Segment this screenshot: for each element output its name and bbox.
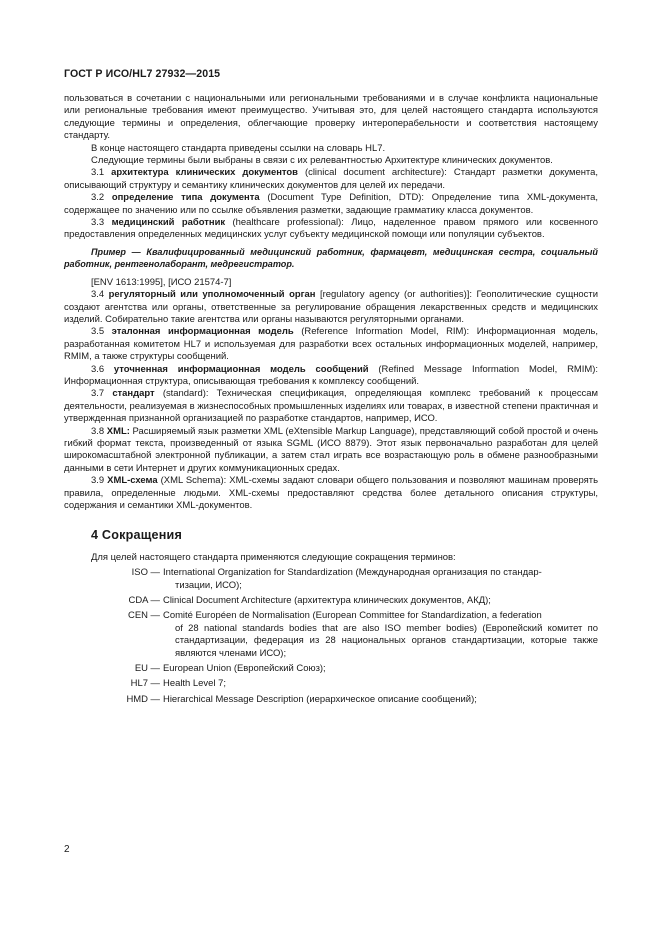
term-number: 3.3 xyxy=(91,217,105,229)
term-name: XML-схема xyxy=(107,475,158,487)
section-4-heading: 4 Сокращения xyxy=(91,528,183,543)
document-header: ГОСТ Р ИСО/HL7 27932—2015 xyxy=(64,68,221,80)
term-name: уточненная информационная модель сообщений xyxy=(113,363,369,375)
term-3-1 xyxy=(64,167,598,192)
abbreviation-definition: European Union (Европейский Союз); xyxy=(163,663,326,675)
abbreviation-key: ISO — xyxy=(131,567,160,579)
term-definition: [regulatory agency (or authorities)]: Геополитические сущности создают агентства или органы, ответственные за регулирование обращения лекарственных средств и медицинских изделий. Собирательно такие агентства или органы называются регуляторными органами. xyxy=(64,289,598,325)
term-name: медицинский работник xyxy=(111,217,226,229)
term-3-8 xyxy=(64,426,598,476)
abbreviation-definition: Comité Européen de Normalisation (European Committee for Standardization, a federation of 28 national standards bodies that are also ISO member bodies) (Европейский комитет по стандартизации, федерация из 28 национальных органов стандартизации, которые также являются членами ИСО); xyxy=(163,610,598,659)
term-3-4 xyxy=(64,289,598,326)
abbreviation-iso xyxy=(64,567,598,592)
term-example: Пример — Квалифицированный медицинский работник, фармацевт, медицинская сестра, социальный работник, рентгенолаборант, медрегистратор. xyxy=(64,246,598,270)
term-number: 3.1 xyxy=(91,167,105,179)
term-name: стандарт xyxy=(112,388,155,400)
term-number: 3.5 xyxy=(91,326,105,338)
term-definition: (clinical document architecture): Стандарт разметки документа, описывающий структуру и семантику клинических документов для целей их передачи. xyxy=(64,167,598,191)
abbreviation-key: EU — xyxy=(134,663,160,675)
term-3-9 xyxy=(64,475,598,512)
abbreviation-definition: Clinical Document Architecture (архитектура клинических документов, АКД); xyxy=(163,595,491,607)
term-number: 3.8 xyxy=(91,425,105,437)
term-number: 3.4 xyxy=(91,289,105,301)
term-3-6 xyxy=(64,364,598,389)
abbreviation-key: HMD — xyxy=(126,693,160,705)
term-number: 3.2 xyxy=(91,192,105,204)
document-body xyxy=(64,93,598,706)
term-reference: [ENV 1613:1995], [ИСО 21574-7] xyxy=(91,276,232,288)
intro-paragraph-2: В конце настоящего стандарта приведены ссылки на словарь HL7. xyxy=(91,142,386,154)
term-definition: (XML Schema): XML-схемы задают словари общего пользования и позволяют машинам проверять правила, определенные людьми. XML-схемы предоставляют средства более детального описания структуры, содержания и семантики XML-документов. xyxy=(64,475,599,511)
abbreviation-eu xyxy=(64,663,598,675)
term-3-2 xyxy=(64,192,598,217)
term-number: 3.7 xyxy=(91,388,105,400)
term-name: определение типа документа xyxy=(111,192,260,204)
intro-paragraph-1: пользоваться в сочетании с национальными или региональными требованиями и в случае конфликта национальные или региональные требования имеют преимущество. Учитывая это, для целей настоящего стандарта используются следующие термины и определения, облегчающие проверку интероперабельности и соответствия настоящему стандарту. xyxy=(64,93,598,142)
abbreviation-key: CEN — xyxy=(128,610,160,622)
abbreviation-key: CDA — xyxy=(128,595,160,607)
section-4-intro: Для целей настоящего стандарта применяются следующие сокращения терминов: xyxy=(91,551,456,563)
abbreviation-hmd xyxy=(64,694,598,706)
abbreviation-definition: Health Level 7; xyxy=(163,678,226,690)
term-3-5 xyxy=(64,326,598,363)
term-name: архитектура клинических документов xyxy=(111,167,298,179)
term-definition: Расширяемый язык разметки XML (eXtensible Markup Language), представляющий собой простой и очень гибкий формат текста, произведенный от языка SGML (ИСО 8879). Этот язык первоначально разработан для целей широкомасштабной электронной публикации, а затем стал играть все возрастающую роль в обмене разнообразными данными в сети Интернет и других коммуникационных средах. xyxy=(64,425,598,474)
term-definition: (Document Type Definition, DTD): Определение типа XML-документа, содержащее по значению или по ссылке объявления разметки, задающие грамматику класса документов. xyxy=(64,192,598,216)
abbreviation-hl7 xyxy=(64,678,598,690)
abbreviation-definition: International Organization for Standardization (Международная организация по стандар- тизации, ИСО); xyxy=(163,567,542,591)
abbreviation-key: HL7 — xyxy=(130,678,160,690)
term-definition: (standard): Техническая спецификация, определяющая комплекс требований к процессам деятельности, реализуемая в жизнеспособных промышленных изделиях или товарах, в известной степени практичная и утвержденная признанной организацией по разработке стандартов, например, ИСО. xyxy=(64,388,598,425)
intro-paragraph-3: Следующие термины были выбраны в связи с их релевантностью Архитектуре клинических документов. xyxy=(91,155,553,167)
term-name: регуляторный или уполномоченный орган xyxy=(108,289,316,301)
term-3-3 xyxy=(64,217,598,242)
page-number: 2 xyxy=(64,844,70,855)
term-definition: (healthcare professional): Лицо, наделенное правом прямого или косвенного предоставления определенных медицинских услуг субъекту медицинской помощи или популяции субъектов. xyxy=(64,217,598,241)
term-number: 3.9 xyxy=(91,475,105,487)
term-definition: (Refined Message Information Model, RMIM): Информационная структура, описывающая требования к комплексу сообщений. xyxy=(64,363,598,387)
term-name: XML: xyxy=(106,425,130,437)
term-3-7 xyxy=(64,388,598,425)
term-number: 3.6 xyxy=(91,363,105,375)
term-name: эталонная информационная модель xyxy=(111,326,294,338)
abbreviation-list xyxy=(64,567,598,706)
abbreviation-cen xyxy=(64,610,598,660)
abbreviation-definition: Hierarchical Message Description (иерархическое описание сообщений); xyxy=(163,693,477,705)
abbreviation-cda xyxy=(64,595,598,607)
term-definition: (Reference Information Model, RIM): Информационная модель, разработанная комитетом HL7 и используемая для разработки всех остальных информационных моделей, например, RMIM, а также структуры сообщений. xyxy=(64,326,598,363)
